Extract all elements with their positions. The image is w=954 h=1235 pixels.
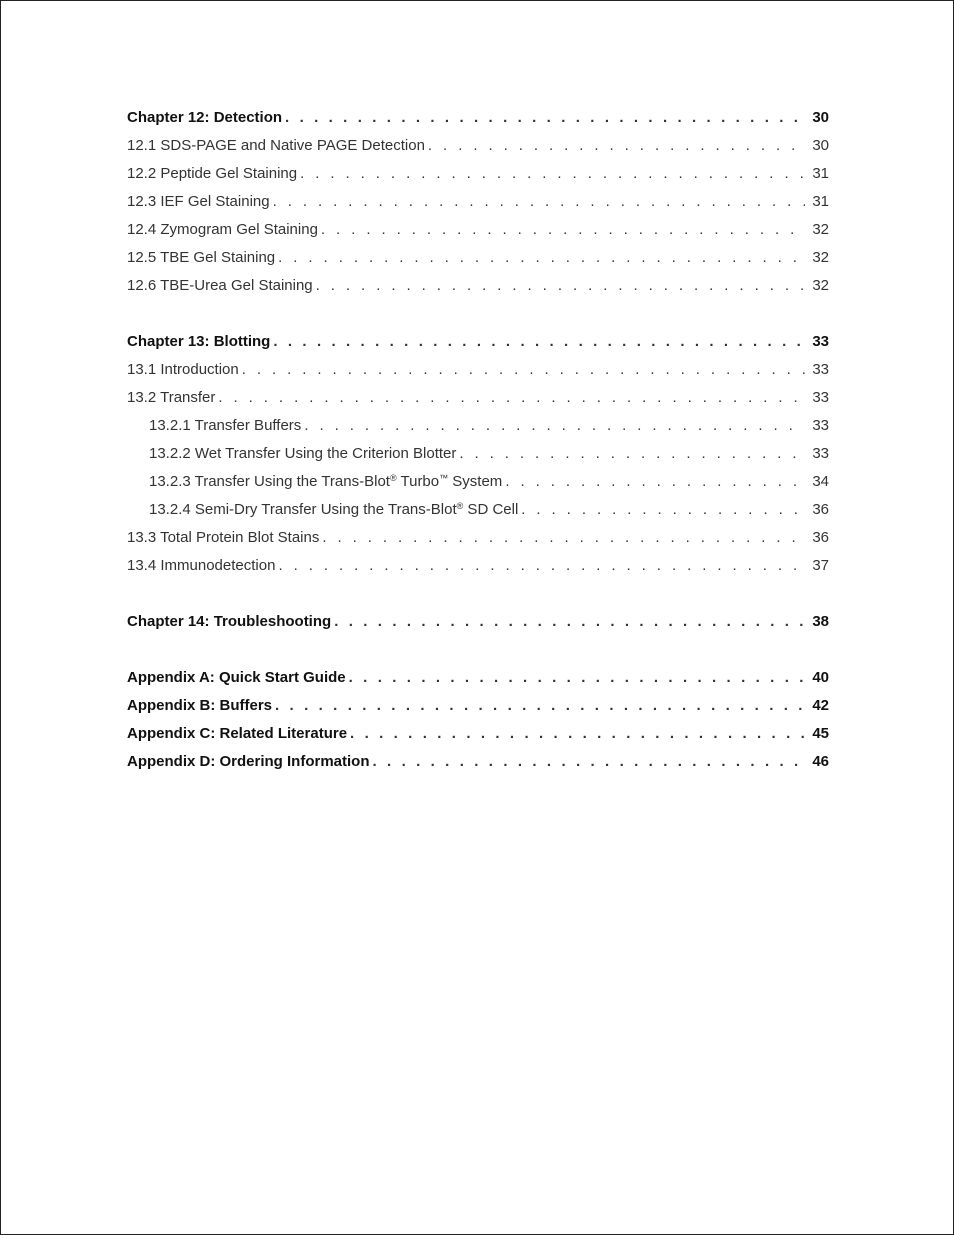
dot-leader bbox=[350, 723, 805, 745]
toc-entry-title: 12.1 SDS-PAGE and Native PAGE Detection bbox=[127, 137, 425, 154]
toc-entry-13-4[interactable] bbox=[127, 555, 829, 583]
toc-entry-title bbox=[149, 471, 502, 493]
registered-mark: ® bbox=[456, 501, 464, 511]
dot-leader bbox=[349, 667, 805, 689]
toc-entry-page: 30 bbox=[812, 109, 829, 126]
dot-leader bbox=[278, 555, 805, 577]
toc-entry-13-3[interactable] bbox=[127, 527, 829, 555]
toc-entry-page: 38 bbox=[812, 613, 829, 630]
title-text: 13.2.4 Semi-Dry Transfer Using the Trans-Blot bbox=[149, 501, 457, 518]
dot-leader bbox=[334, 611, 805, 633]
dot-leader bbox=[273, 191, 805, 213]
toc-entry-12-2[interactable] bbox=[127, 163, 829, 191]
dot-leader bbox=[275, 695, 805, 717]
toc-entry-page: 40 bbox=[812, 669, 829, 686]
dot-leader bbox=[428, 135, 805, 157]
toc-entry-13-2-3[interactable] bbox=[127, 471, 829, 499]
toc-entry-page: 45 bbox=[812, 725, 829, 742]
toc-entry-title bbox=[149, 499, 518, 521]
toc-entry-chapter-14[interactable] bbox=[127, 611, 829, 639]
toc-entry-title: 12.3 IEF Gel Staining bbox=[127, 193, 270, 210]
toc-entry-title: Appendix B: Buffers bbox=[127, 697, 273, 714]
toc-entry-title: 12.2 Peptide Gel Staining bbox=[127, 165, 298, 182]
toc-entry-page: 32 bbox=[812, 249, 829, 266]
toc-entry-12-5[interactable] bbox=[127, 247, 829, 275]
toc-entry-page: 37 bbox=[812, 557, 829, 574]
toc-entry-13-2-4[interactable] bbox=[127, 499, 829, 527]
title-text: System bbox=[448, 473, 503, 490]
toc-entry-13-2-1[interactable] bbox=[127, 415, 829, 443]
toc-entry-title: 12.6 TBE-Urea Gel Staining bbox=[127, 277, 313, 294]
table-of-contents bbox=[127, 107, 829, 779]
toc-entry-page: 33 bbox=[812, 389, 829, 406]
toc-entry-title: 13.3 Total Protein Blot Stains bbox=[127, 529, 320, 546]
trademark-mark: ™ bbox=[439, 473, 449, 483]
dot-leader bbox=[322, 527, 805, 549]
dot-leader bbox=[300, 163, 805, 185]
toc-entry-title: Chapter 12: Detection bbox=[127, 109, 283, 126]
toc-entry-page: 30 bbox=[812, 137, 829, 154]
title-text: 13.2.3 Transfer Using the Trans-Blot bbox=[149, 473, 390, 490]
toc-entry-page: 46 bbox=[812, 753, 829, 770]
dot-leader bbox=[373, 751, 806, 773]
dot-leader bbox=[285, 107, 805, 129]
title-text: SD Cell bbox=[463, 501, 519, 518]
toc-entry-13-1[interactable] bbox=[127, 359, 829, 387]
toc-entry-13-2-2[interactable] bbox=[127, 443, 829, 471]
toc-entry-page: 42 bbox=[812, 697, 829, 714]
toc-entry-appendix-d[interactable] bbox=[127, 751, 829, 779]
toc-entry-page: 33 bbox=[812, 445, 829, 462]
toc-entry-appendix-b[interactable] bbox=[127, 695, 829, 723]
title-text: Turbo bbox=[396, 473, 440, 490]
toc-entry-chapter-12[interactable] bbox=[127, 107, 829, 135]
dot-leader bbox=[521, 499, 805, 521]
toc-entry-12-3[interactable] bbox=[127, 191, 829, 219]
toc-entry-title: Chapter 14: Troubleshooting bbox=[127, 613, 332, 630]
toc-entry-title: Appendix A: Quick Start Guide bbox=[127, 669, 346, 686]
toc-entry-title: Appendix C: Related Literature bbox=[127, 725, 348, 742]
toc-entry-title: 13.2 Transfer bbox=[127, 389, 216, 406]
dot-leader bbox=[321, 219, 805, 241]
dot-leader bbox=[218, 387, 805, 409]
dot-leader bbox=[242, 359, 805, 381]
dot-leader bbox=[316, 275, 805, 297]
dot-leader bbox=[278, 247, 805, 269]
toc-entry-12-6[interactable] bbox=[127, 275, 829, 303]
toc-entry-12-1[interactable] bbox=[127, 135, 829, 163]
toc-entry-page: 33 bbox=[812, 361, 829, 378]
toc-entry-chapter-13[interactable] bbox=[127, 331, 829, 359]
toc-entry-page: 36 bbox=[812, 529, 829, 546]
toc-entry-13-2[interactable] bbox=[127, 387, 829, 415]
toc-entry-page: 34 bbox=[812, 473, 829, 490]
dot-leader bbox=[505, 471, 805, 493]
toc-entry-title: 13.1 Introduction bbox=[127, 361, 239, 378]
toc-entry-page: 31 bbox=[812, 193, 829, 210]
toc-entry-page: 36 bbox=[812, 501, 829, 518]
toc-entry-title: 13.2.1 Transfer Buffers bbox=[149, 417, 302, 434]
registered-mark: ® bbox=[389, 473, 397, 483]
toc-entry-page: 33 bbox=[812, 333, 829, 350]
toc-entry-12-4[interactable] bbox=[127, 219, 829, 247]
toc-entry-page: 32 bbox=[812, 277, 829, 294]
toc-entry-appendix-a[interactable] bbox=[127, 667, 829, 695]
toc-entry-title: 13.2.2 Wet Transfer Using the Criterion Blotter bbox=[149, 445, 457, 462]
toc-entry-appendix-c[interactable] bbox=[127, 723, 829, 751]
toc-entry-title: Appendix D: Ordering Information bbox=[127, 753, 370, 770]
toc-entry-title: 12.5 TBE Gel Staining bbox=[127, 249, 276, 266]
dot-leader bbox=[459, 443, 805, 465]
toc-entry-title: 12.4 Zymogram Gel Staining bbox=[127, 221, 318, 238]
toc-entry-page: 32 bbox=[812, 221, 829, 238]
toc-entry-page: 33 bbox=[812, 417, 829, 434]
dot-leader bbox=[304, 415, 805, 437]
toc-entry-title: 13.4 Immunodetection bbox=[127, 557, 276, 574]
toc-entry-page: 31 bbox=[812, 165, 829, 182]
toc-entry-title: Chapter 13: Blotting bbox=[127, 333, 271, 350]
dot-leader bbox=[273, 331, 805, 353]
